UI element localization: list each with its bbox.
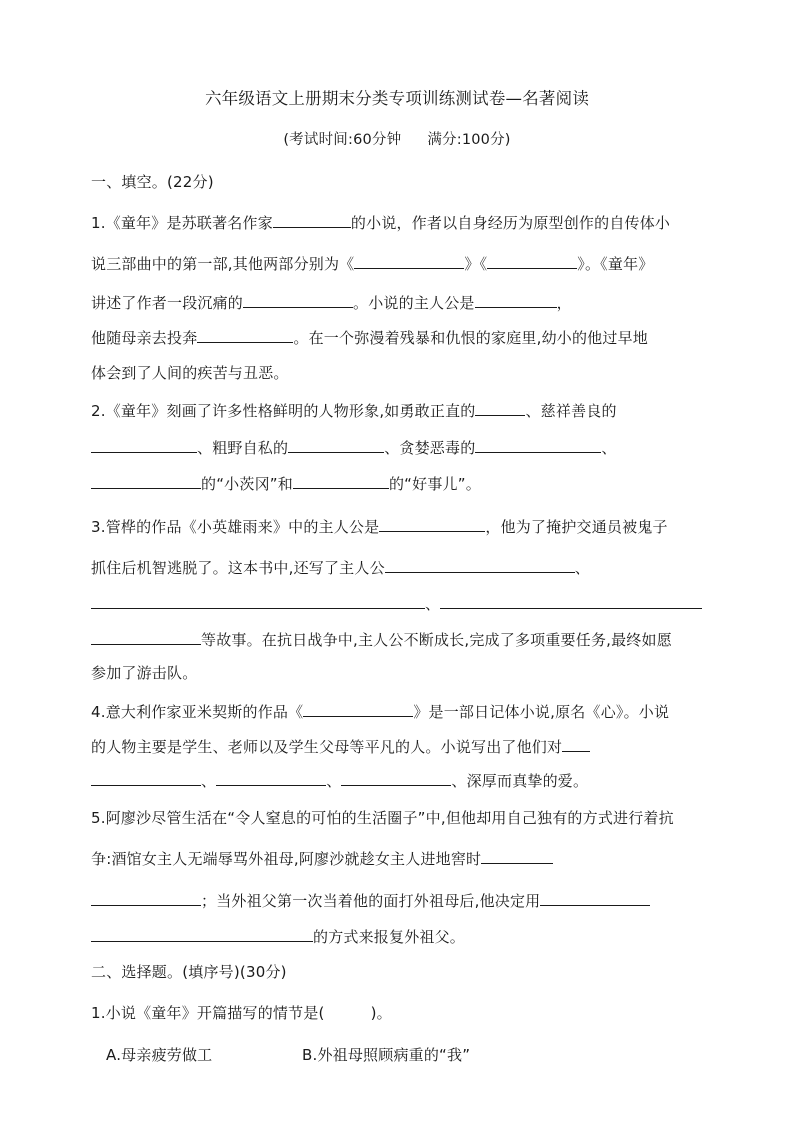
answer-blank[interactable] xyxy=(440,593,702,609)
q3-text: 3.管桦的作品《小英雄雨来》中的主人公是 xyxy=(91,518,380,536)
q3-text: 、 xyxy=(574,559,590,577)
q5-text: 争:酒馆女主人无端辱骂外祖母,阿廖沙就趁女主人进地窖时 xyxy=(91,850,482,868)
answer-blank[interactable] xyxy=(379,516,485,532)
page-title: 六年级语文上册期末分类专项训练测试卷—名著阅读 xyxy=(204,89,590,108)
q3-text: 抓住后机智逃脱了。这本书中,还写了主人公 xyxy=(91,559,385,577)
q1-text: 。在一个弥漫着残暴和仇恨的家庭里,幼小的他过早地 xyxy=(293,329,648,347)
q2-text: 2.《童年》刻画了许多性格鲜明的人物形象,如勇敢正直的 xyxy=(91,402,476,420)
q4-text: 、 xyxy=(326,772,342,790)
q4-line1 xyxy=(91,701,669,722)
s2-q1-text: 1.小说《童年》开篇描写的情节是( xyxy=(91,1004,325,1022)
q2-text: 、 xyxy=(601,439,617,457)
q1-text: 说三部曲中的第一部,其他两部分别为《 xyxy=(91,255,355,273)
answer-blank[interactable] xyxy=(354,253,464,269)
full-score: 满分:100分) xyxy=(427,132,511,148)
option-a[interactable]: A.母亲疲劳做工 xyxy=(106,1046,213,1064)
answer-blank[interactable] xyxy=(288,437,384,453)
answer-blank[interactable] xyxy=(385,557,575,573)
answer-blank[interactable] xyxy=(197,327,293,343)
answer-blank[interactable] xyxy=(303,701,413,717)
q2-text: 、贪婪恶毒的 xyxy=(384,439,476,457)
answer-blank[interactable] xyxy=(273,212,351,228)
q3-line4 xyxy=(91,629,672,650)
q2-text: 、粗野自私的 xyxy=(197,439,289,457)
q4-text: 、 xyxy=(201,772,217,790)
answer-blank[interactable] xyxy=(243,292,353,308)
q1-line5: 体会到了人间的疾苦与丑恶。 xyxy=(91,364,289,382)
q2-text: 的“小茨冈”和 xyxy=(201,475,293,493)
answer-blank[interactable] xyxy=(91,890,201,906)
answer-blank[interactable] xyxy=(91,437,197,453)
q1-text: 1.《童年》是苏联著名作家 xyxy=(91,214,273,232)
answer-blank[interactable] xyxy=(341,770,451,786)
q2-line3 xyxy=(91,473,481,494)
q4-line2 xyxy=(91,736,590,757)
answer-blank[interactable] xyxy=(91,629,201,645)
q3-line2 xyxy=(91,557,590,578)
q5-line2 xyxy=(91,848,553,869)
q3-line5: 参加了游击队。 xyxy=(91,664,198,682)
answer-blank[interactable] xyxy=(475,400,525,416)
q1-line4 xyxy=(91,327,648,348)
answer-blank[interactable] xyxy=(216,770,326,786)
q3-text: 、 xyxy=(425,595,441,613)
answer-blank[interactable] xyxy=(91,926,313,942)
q1-line1 xyxy=(91,212,670,233)
q1-text: ， xyxy=(556,294,572,312)
exam-info xyxy=(0,130,794,150)
q5-text: 的方式来报复外祖父。 xyxy=(313,928,466,946)
q5-text: ；当外祖父第一次当着他的面打外祖母后,他决定用 xyxy=(201,892,541,910)
q4-text: 4.意大利作家亚米契斯的作品《 xyxy=(91,703,304,721)
answer-blank[interactable] xyxy=(91,473,201,489)
q1-line2 xyxy=(91,253,653,274)
q3-text: 等故事。在抗日战争中,主人公不断成长,完成了多项重要任务,最终如愿 xyxy=(201,631,672,649)
answer-blank[interactable] xyxy=(481,848,553,864)
q4-line3 xyxy=(91,770,588,791)
q2-text: 、慈祥善良的 xyxy=(525,402,617,420)
s2-q1-text: )。 xyxy=(370,1004,392,1022)
q3-line3 xyxy=(91,593,702,614)
q4-text: 的人物主要是学生、老师以及学生父母等平凡的人。小说写出了他们对 xyxy=(91,738,563,756)
answer-blank[interactable] xyxy=(540,890,650,906)
answer-blank[interactable] xyxy=(562,736,590,752)
exam-time: (考试时间:60分钟 xyxy=(283,132,402,148)
s2-q1-stem xyxy=(91,1003,392,1023)
q1-line3 xyxy=(91,292,572,313)
q3-line1 xyxy=(91,516,668,537)
q3-text: ，他为了掩护交通员被鬼子 xyxy=(485,518,668,536)
q1-text: 讲述了作者一段沉痛的 xyxy=(91,294,244,312)
q4-text: 、深厚而真挚的爱。 xyxy=(451,772,589,790)
q1-text: 。小说的主人公是 xyxy=(353,294,475,312)
q5-line1: 5.阿廖沙尽管生活在“令人窒息的可怕的生活圈子”中,但他却用自己独有的方式进行着抗 xyxy=(91,809,674,827)
q1-text: 他随母亲去投奔 xyxy=(91,329,198,347)
q2-line1 xyxy=(91,400,617,421)
q2-text: 的“好事儿”。 xyxy=(388,475,481,493)
q5-line3 xyxy=(91,890,650,911)
answer-blank[interactable] xyxy=(293,473,389,489)
q2-line2 xyxy=(91,437,617,458)
answer-blank[interactable] xyxy=(475,437,601,453)
q1-text: 的小说，作者以自身经历为原型创作的自传体小 xyxy=(350,214,671,232)
answer-blank[interactable] xyxy=(91,593,425,609)
q1-text: 》《 xyxy=(464,255,488,273)
q1-text: 》。《童年》 xyxy=(577,255,654,273)
q5-line4 xyxy=(91,926,465,947)
q4-text: 》是一部日记体小说,原名《心》。小说 xyxy=(413,703,670,721)
answer-blank[interactable] xyxy=(475,292,557,308)
answer-blank[interactable] xyxy=(91,770,201,786)
option-b[interactable]: B.外祖母照顾病重的“我” xyxy=(302,1046,471,1064)
section1-heading: 一、填空。(22分) xyxy=(91,173,214,191)
answer-blank[interactable] xyxy=(487,253,577,269)
section2-heading: 二、选择题。(填序号)(30分) xyxy=(91,963,287,981)
